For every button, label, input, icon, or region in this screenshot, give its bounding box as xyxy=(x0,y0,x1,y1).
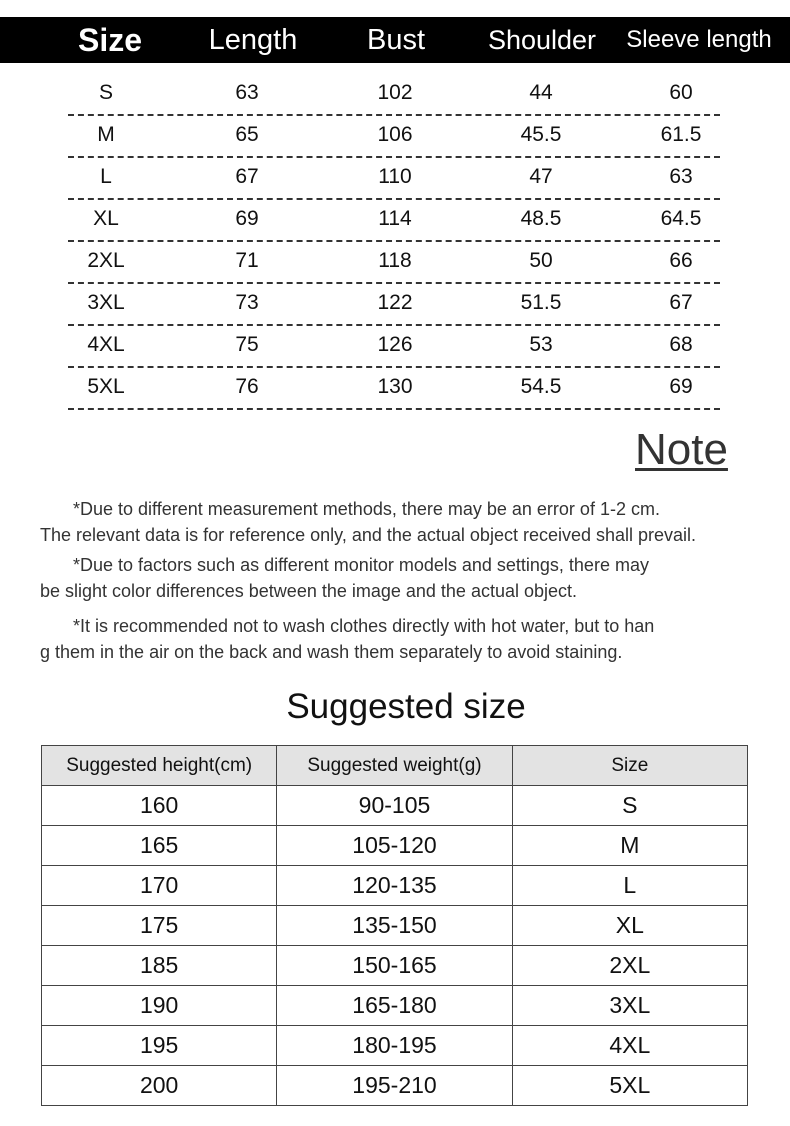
suggested-size-title: Suggested size xyxy=(286,687,526,726)
bust-cell: 118 xyxy=(378,249,412,272)
size-row xyxy=(68,240,720,284)
height-cell: 165 xyxy=(42,826,277,866)
bust-cell: 122 xyxy=(377,291,413,314)
bust-cell: 126 xyxy=(377,333,413,356)
table-row xyxy=(42,786,748,826)
shoulder-cell: 50 xyxy=(529,249,553,272)
size-cell: L xyxy=(100,165,112,188)
table-row xyxy=(42,1066,748,1106)
note-line: g them in the air on the back and wash them separately to avoid staining. xyxy=(40,642,623,662)
sleeve-cell: 64.5 xyxy=(660,207,702,230)
size-cell: 3XL xyxy=(87,291,125,314)
size-row xyxy=(68,198,720,242)
size-cell: M xyxy=(512,826,747,866)
header-size: Size xyxy=(77,22,143,58)
size-row xyxy=(68,366,720,410)
height-cell: 170 xyxy=(42,866,277,906)
table-row xyxy=(42,1026,748,1066)
length-cell: 71 xyxy=(235,249,259,272)
height-cell: 200 xyxy=(42,1066,277,1106)
size-cell: 2XL xyxy=(87,249,125,272)
size-cell: 4XL xyxy=(512,1026,747,1066)
note-paragraph xyxy=(40,613,790,665)
bust-cell: 130 xyxy=(377,375,413,398)
size-cell: 5XL xyxy=(87,375,125,398)
header-bust: Bust xyxy=(366,24,426,56)
header-suggested-weight: Suggested weight(g) xyxy=(277,746,512,786)
header-suggested-height: Suggested height(cm) xyxy=(42,746,277,786)
table-row xyxy=(42,906,748,946)
note-line: *It is recommended not to wash clothes directly with hot water, but to han xyxy=(73,616,655,636)
note-line: be slight color differences between the image and the actual object. xyxy=(40,581,578,601)
table-row xyxy=(42,946,748,986)
length-cell: 69 xyxy=(235,207,259,230)
note-paragraph xyxy=(40,496,790,548)
note-line: The relevant data is for reference only, and the actual object received shall prevail. xyxy=(40,525,697,545)
size-row xyxy=(68,156,720,200)
bust-cell: 106 xyxy=(377,123,413,146)
sleeve-cell: 61.5 xyxy=(660,123,702,146)
size-cell: XL xyxy=(93,207,119,230)
table-header-row xyxy=(42,746,748,786)
size-row xyxy=(68,114,720,158)
length-cell: 65 xyxy=(235,123,259,146)
size-row xyxy=(68,72,720,116)
length-cell: 75 xyxy=(235,333,259,356)
weight-cell: 165-180 xyxy=(277,986,512,1026)
header-shoulder: Shoulder xyxy=(487,25,597,55)
height-cell: 160 xyxy=(42,786,277,826)
shoulder-cell: 45.5 xyxy=(520,123,562,146)
sleeve-cell: 68 xyxy=(669,333,693,356)
length-cell: 63 xyxy=(235,81,259,104)
suggested-size-table xyxy=(41,745,748,1106)
size-cell: M xyxy=(97,123,115,146)
size-cell: S xyxy=(512,786,747,826)
note-title: Note xyxy=(635,425,728,474)
size-row xyxy=(68,282,720,326)
shoulder-cell: 44 xyxy=(529,81,553,104)
weight-cell: 120-135 xyxy=(277,866,512,906)
table-row xyxy=(42,826,748,866)
height-cell: 185 xyxy=(42,946,277,986)
weight-cell: 90-105 xyxy=(277,786,512,826)
size-row xyxy=(68,324,720,368)
length-cell: 73 xyxy=(235,291,259,314)
bust-cell: 114 xyxy=(378,207,412,230)
size-chart-header xyxy=(0,17,790,63)
height-cell: 195 xyxy=(42,1026,277,1066)
weight-cell: 150-165 xyxy=(277,946,512,986)
shoulder-cell: 53 xyxy=(529,333,553,356)
weight-cell: 180-195 xyxy=(277,1026,512,1066)
shoulder-cell: 48.5 xyxy=(520,207,562,230)
height-cell: 175 xyxy=(42,906,277,946)
length-cell: 67 xyxy=(235,165,259,188)
shoulder-cell: 47 xyxy=(529,165,553,188)
shoulder-cell: 51.5 xyxy=(520,291,562,314)
header-sleeve-length: Sleeve length xyxy=(626,26,772,53)
header-length: Length xyxy=(208,24,298,56)
size-cell: 5XL xyxy=(512,1066,747,1106)
sleeve-cell: 63 xyxy=(669,165,693,188)
bust-cell: 110 xyxy=(378,165,412,188)
sleeve-cell: 60 xyxy=(669,81,693,104)
size-cell: 3XL xyxy=(512,986,747,1026)
size-cell: S xyxy=(98,81,114,104)
table-row xyxy=(42,986,748,1026)
size-cell: 2XL xyxy=(512,946,747,986)
length-cell: 76 xyxy=(235,375,259,398)
size-cell: XL xyxy=(512,906,747,946)
shoulder-cell: 54.5 xyxy=(520,375,562,398)
weight-cell: 105-120 xyxy=(277,826,512,866)
sleeve-cell: 69 xyxy=(669,375,693,398)
note-paragraph xyxy=(40,552,790,604)
note-line: *Due to factors such as different monitor models and settings, there may xyxy=(73,555,649,575)
note-line: *Due to different measurement methods, there may be an error of 1-2 cm. xyxy=(73,499,660,519)
height-cell: 190 xyxy=(42,986,277,1026)
sleeve-cell: 67 xyxy=(669,291,693,314)
weight-cell: 195-210 xyxy=(277,1066,512,1106)
table-row xyxy=(42,866,748,906)
header-size: Size xyxy=(512,746,747,786)
sleeve-cell: 66 xyxy=(669,249,693,272)
bust-cell: 102 xyxy=(377,81,413,104)
size-cell: 4XL xyxy=(87,333,125,356)
size-cell: L xyxy=(512,866,747,906)
weight-cell: 135-150 xyxy=(277,906,512,946)
